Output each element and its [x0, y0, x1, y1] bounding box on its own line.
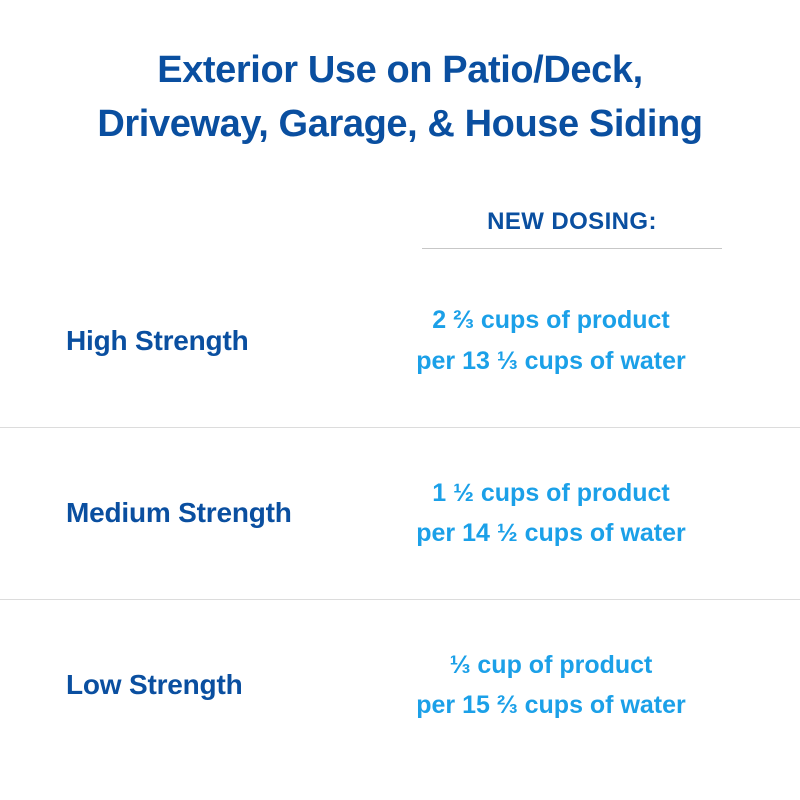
dosing-header-label: NEW DOSING:	[487, 207, 657, 235]
dosing-header-divider	[422, 248, 722, 249]
dose-water-line: per 13 ⅓ cups of water	[416, 346, 686, 375]
strength-label: Medium Strength	[66, 497, 292, 529]
dose-product-line: 1 ½ cups of product	[432, 478, 670, 507]
page-title	[0, 0, 800, 152]
page-title-line-1: Exterior Use on Patio/Deck,	[157, 49, 643, 91]
table-row	[0, 255, 800, 427]
dosing-header-inner	[422, 208, 722, 249]
dosing-header	[0, 208, 800, 249]
dose-product-line: ⅓ cup of product	[449, 650, 653, 679]
table-row	[0, 427, 800, 599]
strength-label: High Strength	[66, 324, 249, 356]
dose-water-line: per 14 ½ cups of water	[416, 519, 686, 548]
dose-water-line: per 15 ⅔ cups of water	[416, 691, 686, 720]
dose-values	[380, 645, 800, 726]
dose-values	[380, 473, 800, 554]
dose-values	[380, 300, 800, 381]
page-title-line-2: Driveway, Garage, & House Siding	[97, 102, 703, 145]
table-row	[0, 599, 800, 771]
dose-product-line: 2 ⅔ cups of product	[432, 306, 670, 335]
strength-label: Low Strength	[66, 669, 243, 701]
dosing-rows	[0, 255, 800, 771]
